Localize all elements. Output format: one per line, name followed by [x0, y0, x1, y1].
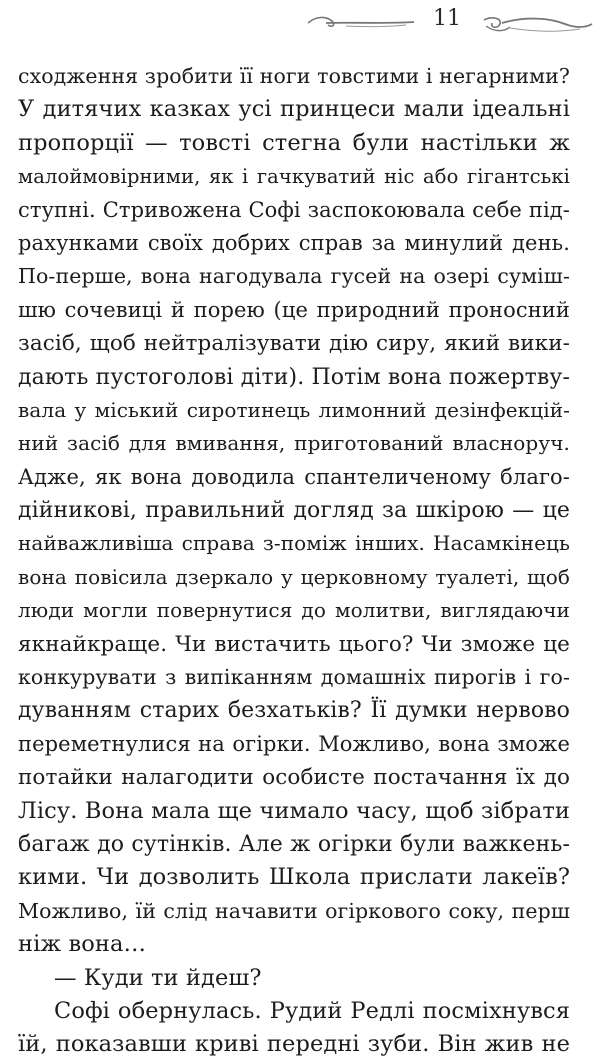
text-line: Адже, як вона доводила спантеличеному благо-	[18, 464, 570, 489]
body-text	[18, 60, 570, 1062]
text-line: засіб, щоб нейтралізувати дію сиру, який вики-	[18, 331, 570, 357]
text-line: Можливо, їй слід начавити огіркового соку, перш	[18, 898, 570, 923]
text-line: У дитячих казках усі принцеси мали ідеальні	[18, 96, 570, 123]
text-line: Лісу. Вона мала ще чимало часу, щоб зібрати	[18, 797, 570, 824]
left-flourish-ornament-icon	[306, 10, 416, 34]
text-line: шю сочевиці й порею (це природний проносний	[18, 297, 570, 322]
text-line: дають пустоголові діти). Потім вона пожертву-	[18, 364, 570, 390]
text-line: багаж до сутінків. Але ж огірки були важкень-	[18, 831, 570, 857]
text-line: дійникові, правильний догляд за шкірою — це	[18, 498, 570, 524]
text-line: ніж вона…	[18, 931, 147, 958]
text-line: переметнулися на огірки. Можливо, вона зможе	[18, 731, 570, 756]
text-line: ний засіб для вмивання, приготований власноруч.	[18, 431, 570, 456]
page-header	[0, 0, 612, 50]
text-line: кими. Чи дозволить Школа прислати лакеїв?	[18, 864, 570, 891]
text-line: вала у міський сиротинець лимонний дезінфекцій-	[18, 397, 570, 422]
text-line: найважливіша справа з-поміж інших. Насамкінець	[18, 531, 570, 556]
text-line: По-перше, вона нагодувала гусей на озері суміш-	[18, 264, 570, 289]
text-line: рахунками своїх добрих справ за минулий день.	[18, 230, 570, 255]
text-line: їй, показавши криві передні зуби. Він жив не	[18, 1031, 570, 1058]
text-line: ступні. Стривожена Софі заспокоювала себе під-	[18, 197, 570, 222]
page-number: 11	[433, 6, 461, 31]
text-line: конкурувати з випіканням домашніх пирогів і го-	[18, 665, 570, 690]
text-line: Софі обернулась. Рудий Редлі посміхнувся	[54, 997, 570, 1024]
text-line: малоймовірними, як і гачкуватий ніс або гігантські	[18, 165, 570, 189]
text-line: люди могли повернутися до молитви, виглядаючи	[18, 598, 570, 623]
right-flourish-ornament-icon	[480, 10, 595, 38]
text-line: дуванням старих безхатьків? Її думки нервово	[18, 698, 570, 724]
text-line: якнайкраще. Чи вистачить цього? Чи зможе це	[18, 631, 570, 657]
text-line: вона повісила дзеркало у церковному туалеті, щоб	[18, 564, 570, 589]
text-line: потайки налагодити особисте постачання їх до	[18, 765, 570, 791]
text-line: пропорції — товсті стегна були настільки ж	[18, 129, 570, 156]
text-line: — Куди ти йдеш?	[54, 964, 262, 991]
text-line: сходження зробити її ноги товстими і негарними?	[18, 64, 570, 88]
